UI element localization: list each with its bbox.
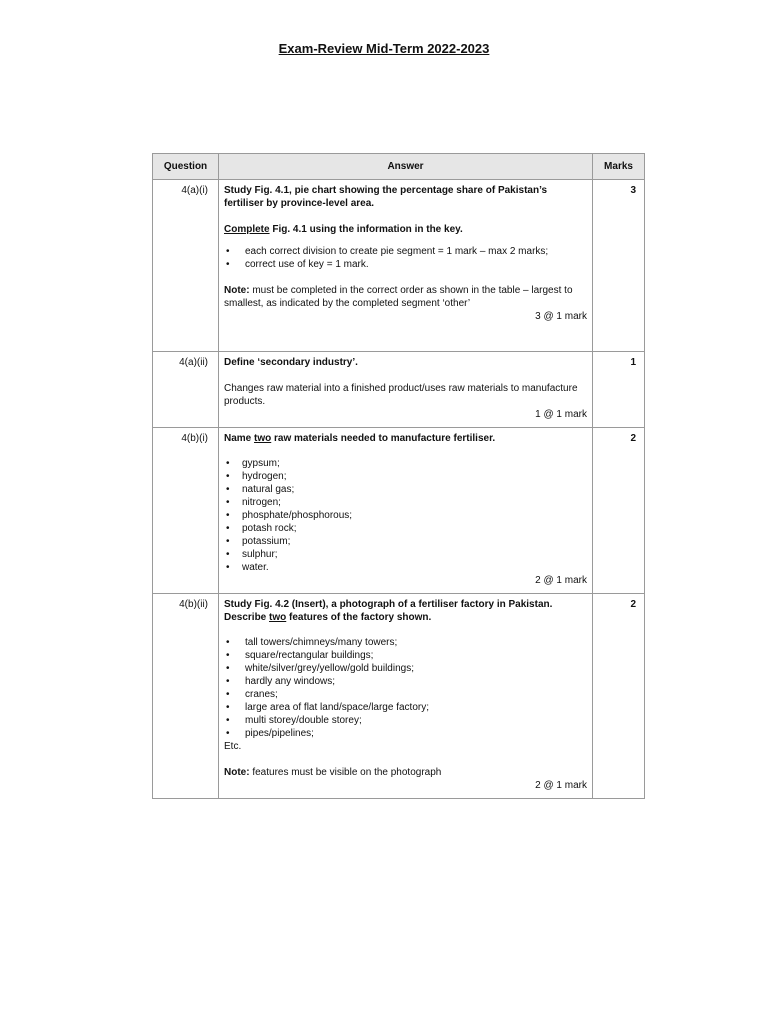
prompt-text: raw materials needed to manufacture fertiliser. — [271, 433, 496, 444]
list-item: • hydrogen; — [224, 470, 587, 483]
mark-scheme-table — [152, 153, 645, 799]
table-row — [153, 594, 645, 799]
prompt-text: Describe — [224, 612, 270, 623]
list-item: • cranes; — [224, 688, 587, 701]
list-item: • sulphur; — [224, 548, 587, 561]
marks-value: 1 — [593, 352, 645, 428]
list-item: • phosphate/phosphorous; — [224, 509, 587, 522]
column-header-question: Question — [153, 154, 219, 180]
list-item: • potassium; — [224, 535, 587, 548]
mark-tally: 2 @ 1 mark — [535, 575, 587, 586]
answer-cell — [219, 594, 593, 799]
mark-tally: 1 @ 1 mark — [535, 409, 587, 420]
question-number: 4(b)(i) — [153, 428, 219, 594]
list-item: • water. — [224, 561, 587, 574]
question-prompt: Study Fig. 4.1, pie chart showing the percentage share of Pakistan’s fertiliser by province-level area. — [224, 185, 548, 209]
list-item: • large area of flat land/space/large factory; — [224, 701, 587, 714]
column-header-answer: Answer — [219, 154, 593, 180]
note-label: Note: — [224, 285, 250, 296]
list-item: • pipes/pipelines; — [224, 727, 587, 740]
answer-cell — [219, 352, 593, 428]
table-row — [153, 352, 645, 428]
note-label: Note: — [224, 767, 250, 778]
note-text: features must be visible on the photograph — [249, 767, 442, 778]
question-number: 4(a)(ii) — [153, 352, 219, 428]
list-item: • hardly any windows; — [224, 675, 587, 688]
marking-points-list — [224, 245, 587, 271]
question-prompt: Study Fig. 4.2 (Insert), a photograph of a fertiliser factory in Pakistan. — [224, 599, 553, 610]
answer-text: Changes raw material into a finished product/uses raw materials to manufacture products. — [224, 383, 578, 407]
note — [224, 284, 587, 310]
question-instruction — [224, 611, 587, 624]
column-header-marks: Marks — [593, 154, 645, 180]
answer-cell — [219, 180, 593, 352]
mark-tally: 3 @ 1 mark — [535, 311, 587, 322]
list-item: • white/silver/grey/yellow/gold buildings; — [224, 662, 587, 675]
prompt-underlined: two — [269, 612, 287, 623]
prompt-text: features of the factory shown. — [286, 612, 432, 623]
marking-points-list — [224, 636, 587, 740]
list-item: • square/rectangular buildings; — [224, 649, 587, 662]
answer-cell — [219, 428, 593, 594]
question-number: 4(a)(i) — [153, 180, 219, 352]
instruction-underlined: Complete — [224, 224, 270, 235]
table-header-row — [153, 154, 645, 180]
question-instruction — [224, 223, 587, 236]
list-item: • correct use of key = 1 mark. — [224, 258, 587, 271]
list-item: • gypsum; — [224, 457, 587, 470]
table-row — [153, 428, 645, 594]
instruction-rest: Fig. 4.1 using the information in the key. — [269, 224, 463, 235]
etc-text: Etc. — [224, 741, 242, 752]
list-item: • potash rock; — [224, 522, 587, 535]
question-prompt — [224, 432, 587, 445]
list-item: • tall towers/chimneys/many towers; — [224, 636, 587, 649]
marks-value: 2 — [593, 428, 645, 594]
mark-tally: 2 @ 1 mark — [535, 780, 587, 791]
marks-value: 2 — [593, 594, 645, 799]
question-number: 4(b)(ii) — [153, 594, 219, 799]
list-item: • nitrogen; — [224, 496, 587, 509]
list-item: • each correct division to create pie segment = 1 mark – max 2 marks; — [224, 245, 587, 258]
prompt-underlined: two — [254, 433, 272, 444]
note — [224, 766, 587, 779]
marking-points-list — [224, 457, 587, 574]
question-prompt: Define ‘secondary industry’. — [224, 357, 358, 368]
note-text: must be completed in the correct order as shown in the table – largest to smallest, as indicated by the completed segment ‘other’ — [224, 285, 573, 309]
page-title: Exam-Review Mid-Term 2022-2023 — [278, 41, 490, 56]
list-item: • natural gas; — [224, 483, 587, 496]
list-item: • multi storey/double storey; — [224, 714, 587, 727]
prompt-text: Name — [224, 433, 255, 444]
marks-value: 3 — [593, 180, 645, 352]
table-row — [153, 180, 645, 352]
